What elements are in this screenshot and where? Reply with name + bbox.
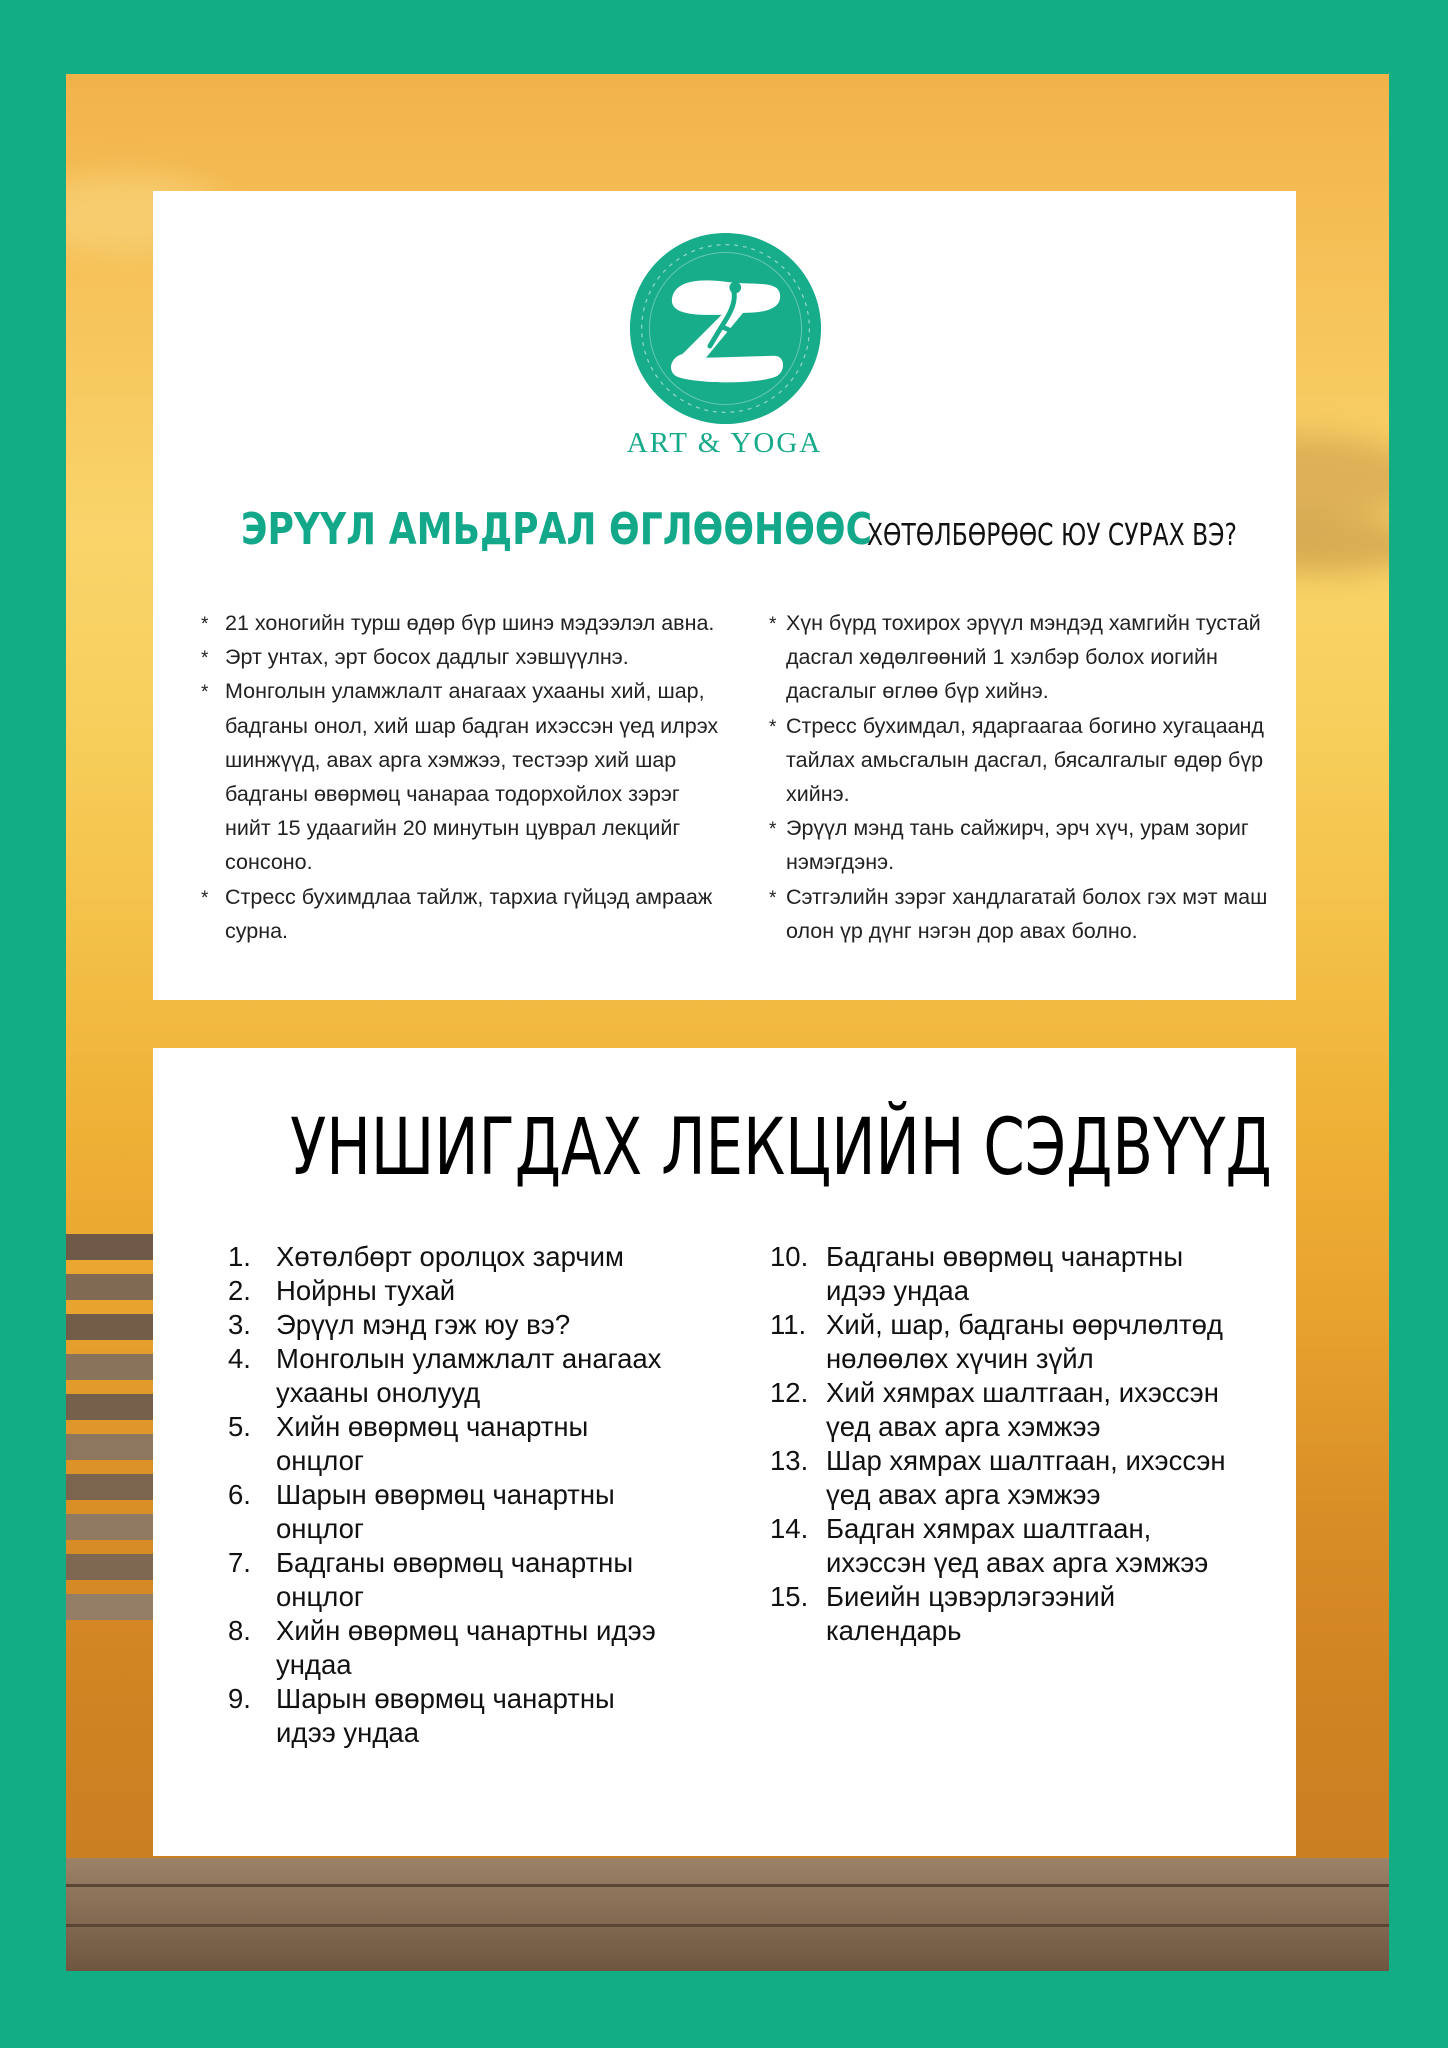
lecture-item [770, 1308, 1240, 1376]
benefits-list-left [201, 606, 721, 948]
lecture-item [228, 1342, 668, 1410]
benefit-item: * Хүн бүрд тохирох эрүүл мэндэд хамгийн тустай дасгал хөдөлгөөний 1 хэлбэр болох иогийн дасгалыг өглөө бүр хийнэ. [769, 606, 1269, 709]
lecture-number: 15. [770, 1581, 809, 1612]
lecture-number: 2. [228, 1275, 251, 1306]
benefits-list-right [769, 606, 1269, 948]
benefit-item: * Эрүүл мэнд тань сайжирч, эрч хүч, урам зориг нэмэгдэнэ. [769, 811, 1269, 879]
headline-title: ЭРҮҮЛ АМЬДРАЛ ӨГЛӨӨНӨӨС [241, 504, 873, 555]
lecture-title: Биеийн цэвэрлэгээний календарь [826, 1581, 1116, 1646]
lecture-number: 10. [770, 1241, 809, 1272]
lecture-title: Хөтөлбөрт оролцох зарчим [276, 1241, 624, 1272]
lecture-title: Бадган хямрах шалтгаан, ихэссэн үед авах арга хэмжээ [826, 1513, 1209, 1578]
lecture-number: 14. [770, 1513, 809, 1544]
lecture-number: 4. [228, 1343, 251, 1374]
lecture-item [770, 1512, 1240, 1580]
lecture-title: Монголын уламжлалт анагаах ухааны онолууд [276, 1343, 662, 1408]
lecture-title: Шарын өвөрмөц чанартны идээ ундаа [276, 1683, 615, 1748]
benefit-item: * Эрт унтах, эрт босох дадлыг хэвшүүлнэ. [201, 640, 721, 674]
lecture-item [228, 1274, 668, 1308]
lecture-title: Шарын өвөрмөц чанартны онцлог [276, 1479, 615, 1544]
lecture-item [770, 1444, 1240, 1512]
art-yoga-logo [628, 231, 823, 426]
benefit-item: * Сэтгэлийн зэрэг хандлагатай болох гэх мэт маш олон үр дүнг нэгэн дор авах болно. [769, 880, 1269, 948]
lecture-title: Бадганы өвөрмөц чанартны идээ ундаа [826, 1241, 1184, 1306]
lecture-item [228, 1682, 668, 1750]
lecture-title: Хий, шар, бадганы өөрчлөлтөд нөлөөлөх хүчин зүйл [826, 1309, 1223, 1374]
lecture-topics-card [153, 1048, 1296, 1856]
lecture-item [770, 1580, 1240, 1648]
benefit-item: * Стресс бухимдал, ядаргаагаа богино хугацаанд тайлах амьсгалын дасгал, бясалгалыг өдөр бүр хийнэ. [769, 709, 1269, 812]
benefit-item: * Стресс бухимдлаа тайлж, тархиа гүйцэд амрааж сурна. [201, 880, 721, 948]
program-headline [241, 504, 1237, 555]
lectures-heading: УНШИГДАХ ЛЕКЦИЙН СЭДВҮҮД [290, 1103, 1272, 1193]
lecture-number: 11. [770, 1309, 807, 1340]
lecture-title: Бадганы өвөрмөц чанартны онцлог [276, 1547, 634, 1612]
lecture-number: 13. [770, 1445, 809, 1476]
lecture-number: 6. [228, 1479, 251, 1510]
lecture-item [228, 1240, 668, 1274]
headline-subtitle: ХӨТӨЛБӨРӨӨС ЮУ СУРАХ ВЭ? [867, 518, 1237, 553]
benefit-item: * 21 хоногийн турш өдөр бүр шинэ мэдээлэл авна. [201, 606, 721, 640]
lecture-title: Эрүүл мэнд гэж юу вэ? [276, 1309, 571, 1340]
lecture-number: 7. [228, 1547, 251, 1578]
lecture-title: Хийн өвөрмөц чанартны идээ ундаа [276, 1615, 656, 1680]
program-benefits-card [153, 191, 1296, 1000]
lecture-item [228, 1478, 668, 1546]
logo-wordmark: ART & YOGA [626, 427, 823, 459]
lecture-item [228, 1410, 668, 1478]
lecture-number: 5. [228, 1411, 251, 1442]
lecture-list-right [770, 1240, 1240, 1648]
lecture-number: 3. [228, 1309, 251, 1340]
lecture-number: 12. [770, 1377, 809, 1408]
lecture-number: 1. [228, 1241, 251, 1272]
lecture-item [228, 1308, 668, 1342]
lecture-list-left [228, 1240, 668, 1750]
lecture-number: 9. [228, 1683, 251, 1714]
lecture-title: Хий хямрах шалтгаан, ихэссэн үед авах арга хэмжээ [826, 1377, 1219, 1442]
lecture-item [770, 1376, 1240, 1444]
lecture-item [228, 1546, 668, 1614]
lecture-title: Нойрны тухай [276, 1275, 456, 1306]
lecture-item [228, 1614, 668, 1682]
lecture-number: 8. [228, 1615, 251, 1646]
lecture-item [770, 1240, 1240, 1308]
lecture-title: Хийн өвөрмөц чанартны онцлог [276, 1411, 589, 1476]
benefit-item: * Монголын уламжлалт анагаах ухааны хий, шар, бадганы онол, хий шар бадган ихэссэн үед илрэх шинжүүд, авах арга хэмжээ, тестээр хий шар бадганы өвөрмөц чанараа тодорхойлох зэрэг нийт 15 удаагийн 20 минутын цуврал лекцийг сонсоно. [201, 674, 721, 879]
lecture-title: Шар хямрах шалтгаан, ихэссэн үед авах арга хэмжээ [826, 1445, 1226, 1510]
